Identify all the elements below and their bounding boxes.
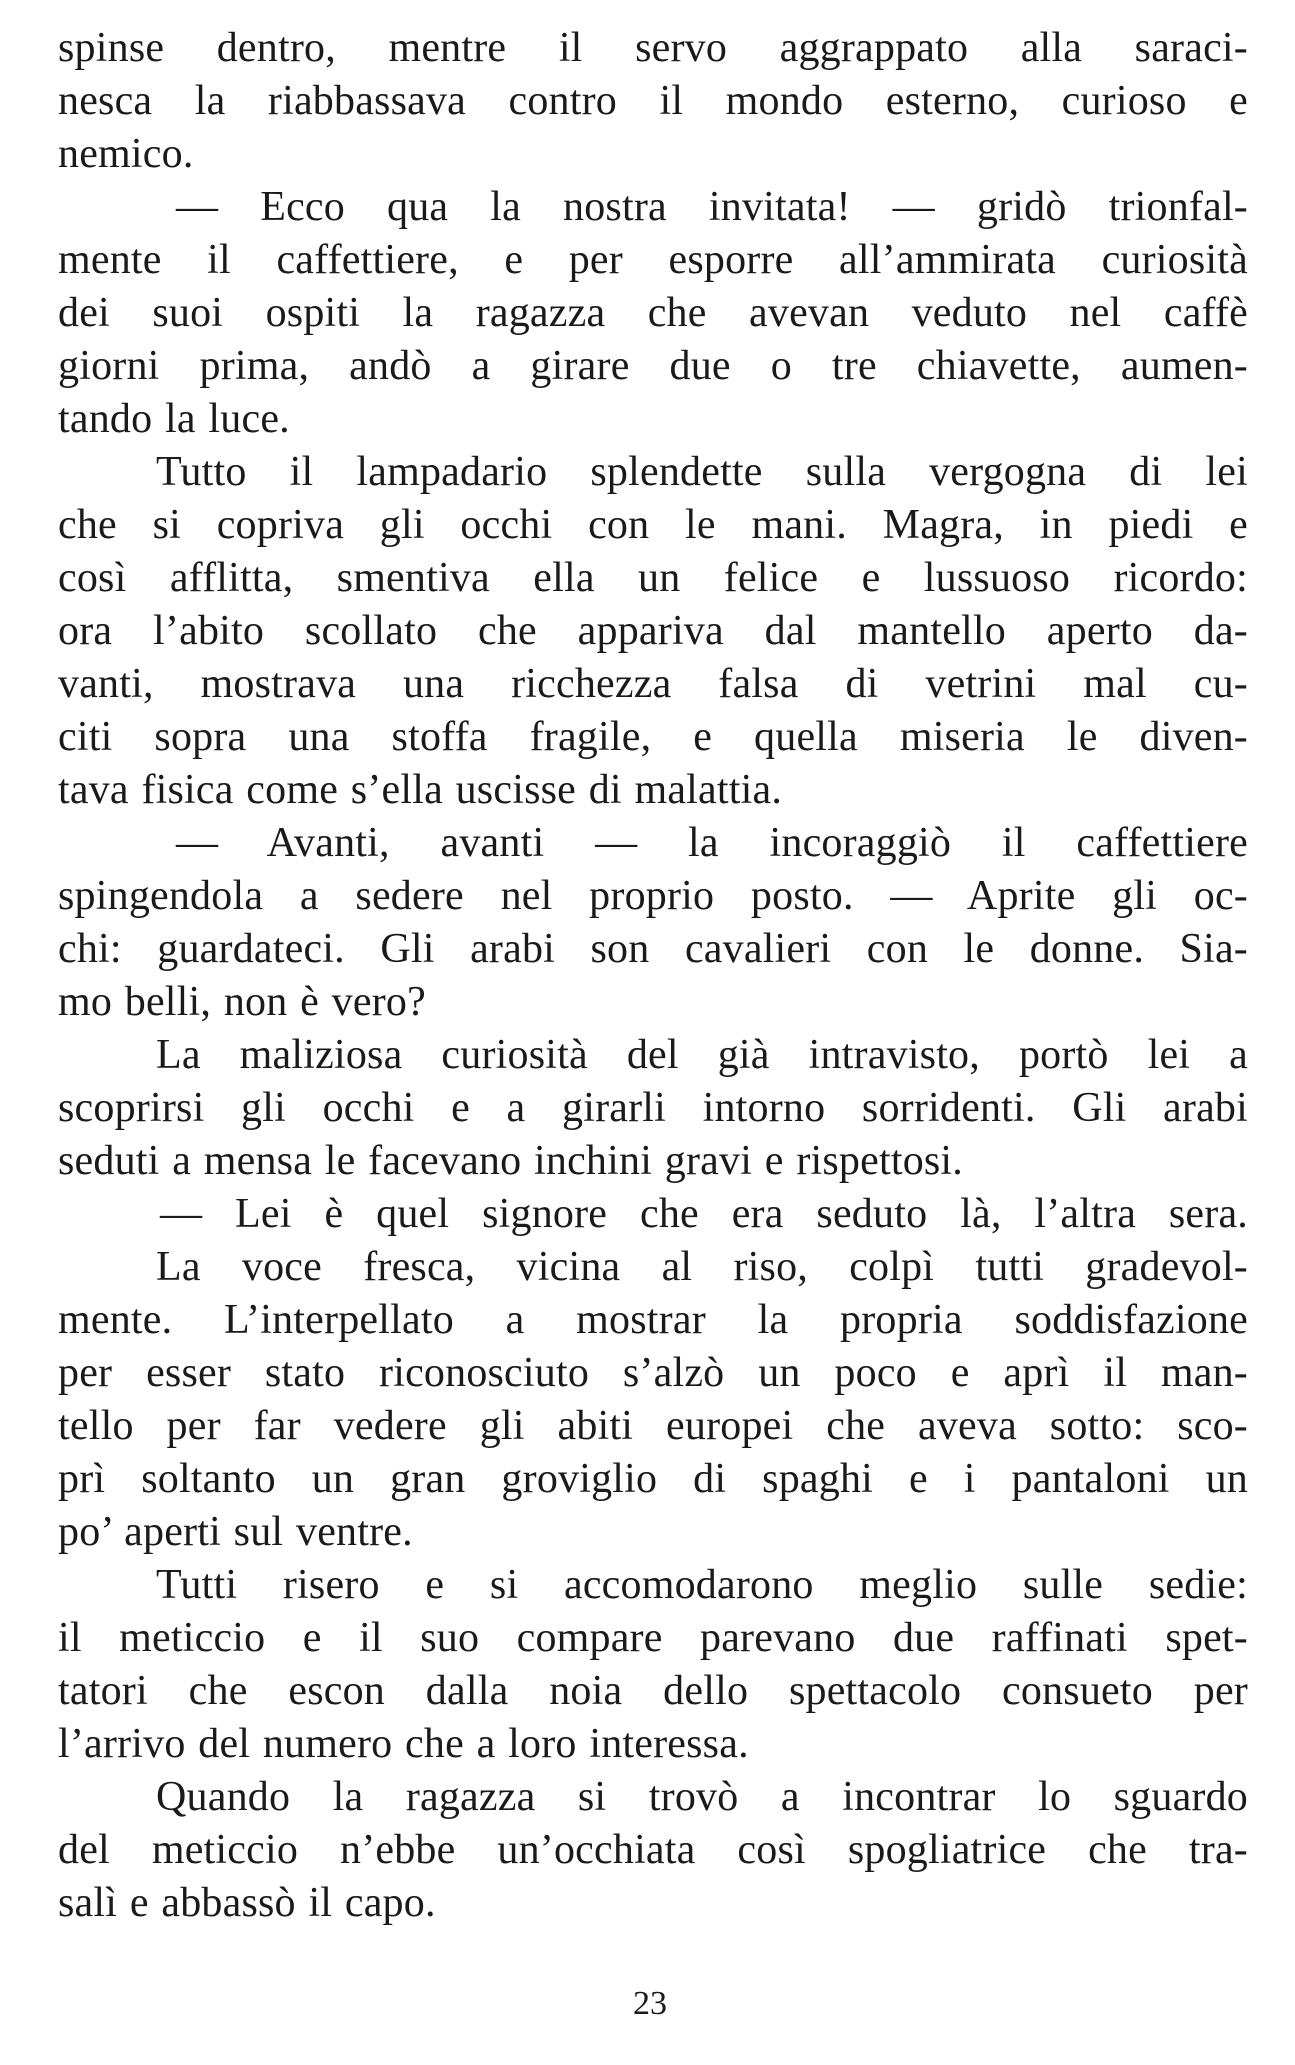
text-line: mo belli, non è vero? (58, 979, 426, 1025)
text-line: nesca la riabbassava contro il mondo esterno, curioso e (58, 78, 1248, 124)
text-line: — Ecco qua la nostra invitata! — gridò trionfal- (176, 184, 1248, 230)
text-line: per esser stato riconosciuto s’alzò un poco e aprì il man- (58, 1350, 1248, 1396)
text-line: La voce fresca, vicina al riso, colpì tutti gradevol- (156, 1244, 1248, 1290)
text-line: Quando la ragazza si trovò a incontrar lo sguardo (156, 1774, 1248, 1820)
text-line: tava fisica come s’ella uscisse di malattia. (58, 767, 783, 813)
text-line: chi: guardateci. Gli arabi son cavalieri con le donne. Sia- (58, 926, 1248, 972)
text-line: dei suoi ospiti la ragazza che avevan veduto nel caffè (58, 290, 1248, 336)
text-line: che si copriva gli occhi con le mani. Magra, in piedi e (58, 502, 1248, 548)
text-line: spingendola a sedere nel proprio posto. — Aprite gli oc- (58, 873, 1248, 919)
text-line: l’arrivo del numero che a loro interessa. (58, 1721, 749, 1767)
text-line: tello per far vedere gli abiti europei che aveva sotto: sco- (58, 1403, 1248, 1449)
text-line: citi sopra una stoffa fragile, e quella miseria le diven- (58, 714, 1248, 760)
text-line: tando la luce. (58, 396, 290, 442)
text-line: prì soltanto un gran groviglio di spaghi e i pantaloni un (58, 1456, 1248, 1502)
text-line: vanti, mostrava una ricchezza falsa di vetrini mal cu- (58, 661, 1248, 707)
text-line: mente il caffettiere, e per esporre all’ammirata curiosità (58, 237, 1248, 283)
text-line: La maliziosa curiosità del già intravisto, portò lei a (156, 1032, 1248, 1078)
text-line: — Lei è quel signore che era seduto là, l’altra sera. (160, 1191, 1248, 1237)
text-line: seduti a mensa le facevano inchini gravi e rispettosi. (58, 1138, 964, 1184)
text-line: Tutto il lampadario splendette sulla vergogna di lei (156, 449, 1248, 495)
text-line: scoprirsi gli occhi e a girarli intorno sorridenti. Gli arabi (58, 1085, 1248, 1131)
text-line: così afflitta, smentiva ella un felice e lussuoso ricordo: (58, 555, 1248, 601)
body-text (58, 22, 1248, 1930)
page-number: 23 (633, 1985, 667, 2022)
text-line: del meticcio n’ebbe un’occhiata così spogliatrice che tra- (58, 1827, 1248, 1873)
text-line: nemico. (58, 131, 194, 177)
text-line: tatori che escon dalla noia dello spettacolo consueto per (58, 1668, 1248, 1714)
text-line: Tutti risero e si accomodarono meglio sulle sedie: (156, 1562, 1248, 1608)
text-line: po’ aperti sul ventre. (58, 1509, 413, 1555)
text-line: ora l’abito scollato che appariva dal mantello aperto da- (58, 608, 1248, 654)
text-line: mente. L’interpellato a mostrar la propria soddisfazione (58, 1297, 1248, 1343)
text-line: — Avanti, avanti — la incoraggiò il caffettiere (176, 820, 1248, 866)
text-line: giorni prima, andò a girare due o tre chiavette, aumen- (58, 343, 1248, 389)
text-line: salì e abbassò il capo. (58, 1880, 436, 1926)
text-line: spinse dentro, mentre il servo aggrappato alla saraci- (58, 25, 1248, 71)
text-line: il meticcio e il suo compare parevano due raffinati spet- (58, 1615, 1248, 1661)
